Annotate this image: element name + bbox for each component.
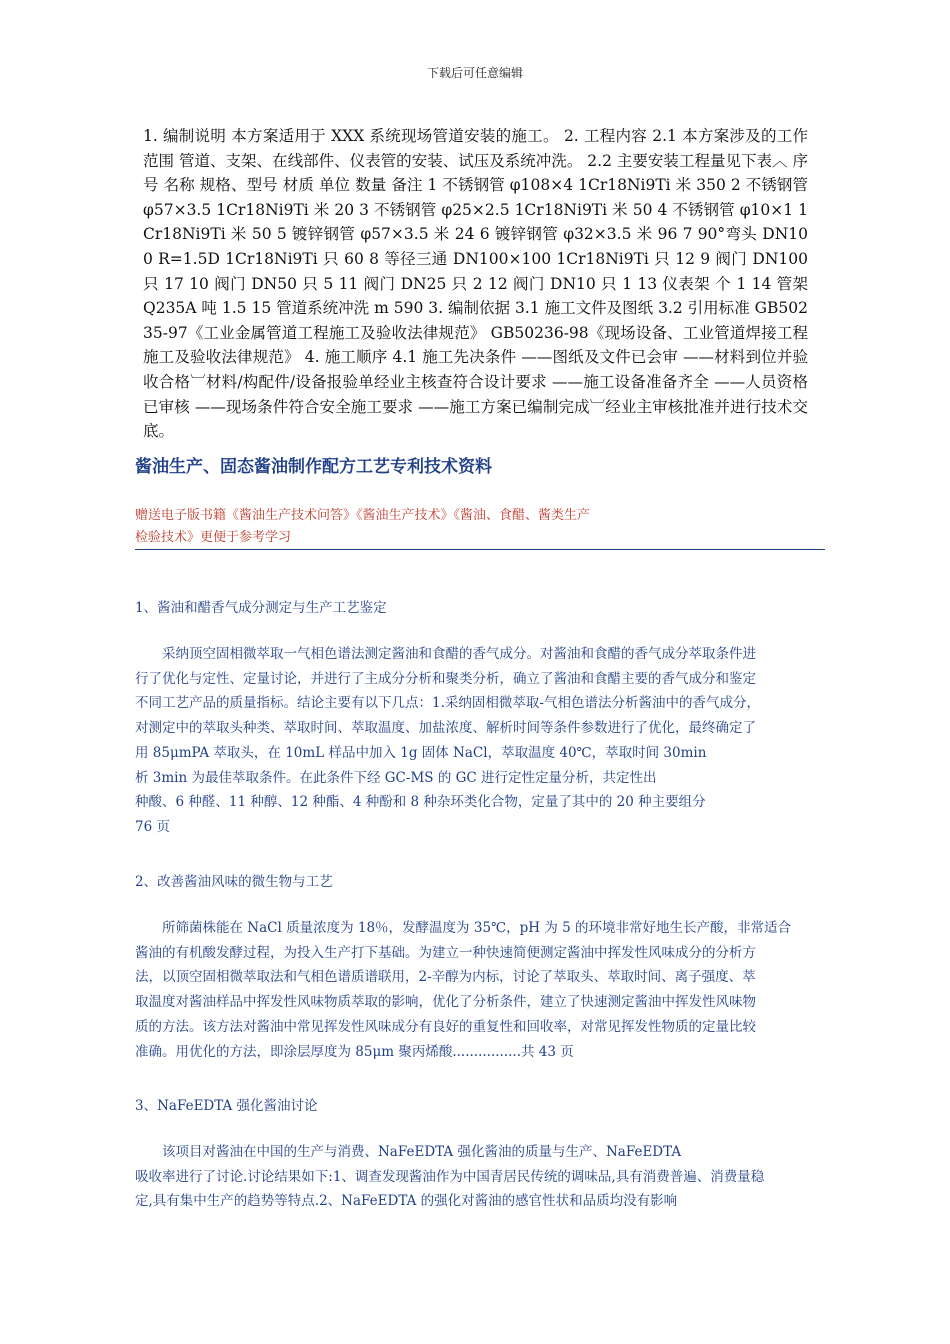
section-3-line: 定,具有集中生产的趋势等特点.2、NaFeEDTA 的强化对酱油的感官性状和品质均没有影响 xyxy=(135,1193,678,1210)
section-3-line: 该项目对酱油在中国的生产与消费、NaFeEDTA 强化酱油的质量与生产、NaFeEDTA xyxy=(135,1144,682,1160)
section-1-line: 行了优化与定性、定量讨论，并进行了主成分分析和聚类分析，确立了酱油和食醋主要的香气成分和鉴定 xyxy=(135,670,756,687)
section-1-line: 采纳顶空固相微萃取一气相色谱法测定酱油和食醋的香气成分。对酱油和食醋的香气成分萃取条件进 xyxy=(135,646,756,662)
section-2-body xyxy=(135,916,802,1064)
section-2-line: 质的方法。该方法对酱油中常见挥发性风味成分有良好的重复性和回收率，对常见挥发性物质的定量比较 xyxy=(135,1018,756,1035)
section-2-line: 法，以顶空固相微萃取法和气相色谱质谱联用，2-辛醇为内标，讨论了萃取头、萃取时间、离子强度、萃 xyxy=(135,969,756,986)
section-1-line: 用 85μmPA 萃取头，在 10mL 样品中加入 1g 固体 NaCl，萃取温度 40℃，萃取时间 30min xyxy=(135,744,707,761)
section-2-line: 取温度对酱油样品中挥发性风味物质萃取的影响，优化了分析条件，建立了快速测定酱油中挥发性风味物 xyxy=(135,994,756,1011)
section-3-body xyxy=(135,1140,802,1214)
section-3-title: 3、NaFeEDTA 强化酱油讨论 xyxy=(135,1098,318,1114)
section-1-line: 对测定中的萃取头种类、萃取时间、萃取温度、加盐浓度、解析时间等条件参数进行了优化，最终确定了 xyxy=(135,720,756,737)
section-1-body xyxy=(135,642,802,840)
section-2-title: 2、改善酱油风味的微生物与工艺 xyxy=(135,874,333,890)
gift-line-1: 赠送电子版书籍《酱油生产技术问答》《酱油生产技术》《酱油、食醋、酱类生产 xyxy=(135,508,591,523)
section-2-line: 酱油的有机酸发酵过程，为投入生产打下基础。为建立一种快速简便测定酱油中挥发性风味成分的分析方 xyxy=(135,944,756,961)
gift-line-2: 检验技术》更便于参考学习 xyxy=(135,530,292,545)
section-1-line: 种酸、6 种醛、11 种醇、12 种酯、4 种酚和 8 种杂环类化合物，定量了其中的 20 种主要组分 xyxy=(135,794,706,811)
section-2-line: 所筛菌株能在 NaCl 质量浓度为 18％，发酵温度为 35℃，pH 为 5 的环境非常好地生长产酸，非常适合 xyxy=(135,920,792,936)
main-title: 酱油生产、固态酱油制作配方工艺专利技术资料 xyxy=(135,457,492,477)
page-header: 下载后可任意编辑 xyxy=(426,66,523,80)
intro-paragraph: 1. 编制说明 本方案适用于 XXX 系统现场管道安装的施工。 2. 工程内容 2.1 本方案涉及的工作范围 管道、支架、在线部件、仪表管的安装、试压及系统冲洗。 2.2 主要安装工程量见下表︿ 序号 名称 规格、型号 材质 单位 数量 备注 1 不锈钢管 φ108×4 1Cr18Ni9Ti 米 350 2 不锈钢管 φ57×3.5 1Cr18Ni9Ti 米 20 3 不锈钢管 φ25×2.5 1Cr18Ni9Ti 米 50 4 不锈钢管 φ10×1 1Cr18Ni9Ti 米 50 5 镀锌钢管 φ57×3.5 米 24 6 镀锌钢管 φ32×3.5 米 96 7 90°弯头 DN100 R=1.5D 1Cr18Ni9Ti 只 60 8 等径三通 DN100×100 1Cr18Ni9Ti 只 12 9 阀门 DN100 只 17 10 阀门 DN50 只 5 11 阀门 DN25 只 2 12 阀门 DN10 只 1 13 仪表架 个 1 14 管架 Q235A 吨 1.5 15 管道系统冲洗 m 590 3. 编制依据 3.1 施工文件及图纸 3.2 引用标准 GB50235-97《工业金属管道工程施工及验收法律规范》 GB50236-98《现场设备、工业管道焊接工程施工及验收法律规范》 4. 施工顺序 4.1 施工先决条件 ——图纸及文件已会审 ——材料到位并验收合格︺材料/构配件/设备报验单经业主核查符合设计要求 ——施工设备准备齐全 ——人员资格已审核 ——现场条件符合安全施工要求 ——施工方案已编制完成︺经业主审核批准并进行技术交底。 xyxy=(143,127,808,441)
gift-notice xyxy=(135,505,825,550)
section-1-title: 1、酱油和醋香气成分测定与生产工艺鉴定 xyxy=(135,600,387,616)
section-1-line: 76 页 xyxy=(135,818,170,835)
section-2-line: 准确。用优化的方法，即涂层厚度为 85μm 聚丙烯酸................共 43 页 xyxy=(135,1043,574,1060)
section-3-line: 吸收率进行了讨论.讨论结果如下:1、调查发现酱油作为中国青居民传统的调味品,具有消费普遍、消费量稳 xyxy=(135,1168,765,1185)
section-1-line: 不同工艺产品的质量指标。结论主要有以下几点：1.采纳固相微萃取-气相色谱法分析酱油中的香气成分， xyxy=(135,695,760,712)
section-1-line: 析 3min 为最佳萃取条件。在此条件下经 GC-MS 的 GC 进行定性定量分析，共定性出 xyxy=(135,769,657,786)
